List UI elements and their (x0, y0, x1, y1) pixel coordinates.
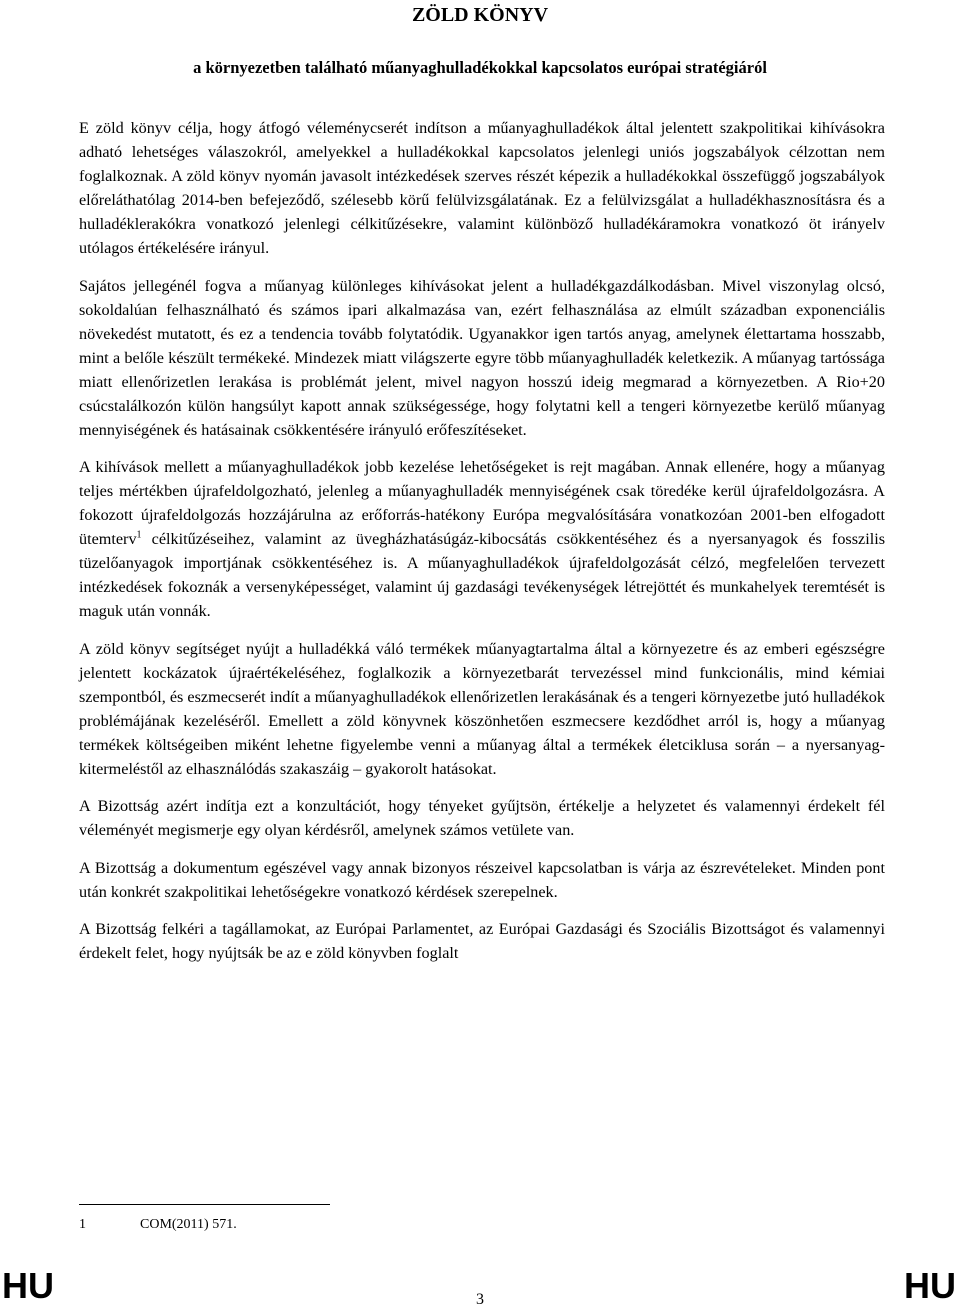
footnote-number: 1 (79, 1217, 86, 1232)
paragraph (79, 455, 885, 623)
footnote-text: COM(2011) 571. (140, 1217, 237, 1232)
paragraph (79, 794, 885, 842)
paragraph (79, 856, 885, 904)
paragraph-text: célkitűzéseihez, valamint az üvegházhatásúgáz-kibocsátás csökkentéséhez és a nyersanyagok és fosszilis tüzelőanyagok importjának csökkentéséhez is. A műanyaghulladékok újrafeldolgozását célzó, megfelelően tervezett intézkedések fokoznák a versenyképességet, valamint új gazdasági tevékenységek létrejöttét és munkahelyek teremtését is maguk után vonnák. (79, 530, 885, 620)
paragraph (79, 917, 885, 965)
paragraph-text: A Bizottság felkéri a tagállamokat, az Európai Parlamentet, az Európai Gazdasági és Szociális Bizottságot és valamennyi érdekelt felet, hogy nyújtsák be az e zöld könyvben foglalt (79, 920, 885, 962)
paragraph-text: A Bizottság azért indítja ezt a konzultációt, hogy tényeket gyűjtsön, értékelje a helyzetet és valamennyi érdekelt fél véleményét megismerje egy olyan kérdésről, amelynek számos vetülete van. (79, 797, 885, 839)
language-code-left: HU (2, 1265, 54, 1306)
paragraph (79, 637, 885, 781)
paragraph-text: A kihívások mellett a műanyaghulladékok jobb kezelése lehetőségeket is rejt magában. Annak ellenére, hogy a műanyag teljes mértékben újrafeldolgozható, jelenleg a műanyaghulladék mennyiségének csak töredéke kerül újrafeldolgozásra. A fokozott újrafeldolgozás hozzájárulna az erőforrás-hatékony Európa megvalósítására vonatkozóan 2001-ben elfogadott ütemterv (79, 458, 885, 548)
document-body (79, 116, 885, 979)
language-code-right: HU (904, 1265, 956, 1306)
footnote-reference[interactable]: 1 (136, 529, 142, 541)
paragraph-text: A Bizottság a dokumentum egészével vagy annak bizonyos részeivel kapcsolatban is várja az észrevételeket. Minden pont után konkrét szakpolitikai lehetőségekre vonatkozó kérdések szerepelnek. (79, 858, 885, 901)
paragraph (79, 116, 885, 260)
paragraph (79, 274, 885, 442)
document-subtitle: a környezetben található műanyaghulladékokkal kapcsolatos európai stratégiáról (193, 58, 767, 77)
footnote-divider (79, 1204, 330, 1205)
paragraph-text: E zöld könyv célja, hogy átfogó véleménycserét indítson a műanyaghulladékok által jelentett szakpolitikai kihívásokra adható lehetséges válaszokról, amelyekkel a hulladékokkal kapcsolatos jelenlegi uniós jogszabályok célzottan nem foglalkoznak. A zöld könyv nyomán javasolt intézkedések szerves részét képezik a hulladékokkal összefüggő jogszabályok előreláthatólag 2014-ben befejeződő, szélesebb körű felülvizsgálatának. Ez a felülvizsgálat a hulladékhasznosításra és a hulladéklerakókra vonatkozó jelenlegi célkitűzésekre, valamint különböző hulladékáramokra vonatkozó öt irányelv utólagos értékelésére irányul. (79, 119, 885, 257)
document-title: ZÖLD KÖNYV (411, 4, 549, 26)
paragraph-text: Sajátos jellegénél fogva a műanyag különleges kihívásokat jelent a hulladékgazdálkodásban. Mivel viszonylag olcsó, sokoldalúan felhasználható és számos ipari alkalmazása van, ezért felhasználása az elmúlt században exponenciális növekedést mutatott, és ez a tendencia tovább folytatódik. Ugyanakkor igen tartós anyag, amelynek élettartama hosszabb, mint a belőle készült termékeké. Mindezek miatt világszerte egyre több műanyaghulladék keletkezik. A műanyag tartóssága miatt ellenőrizetlen lerakása is problémát jelent, mivel nagyon hosszú ideig megmarad a környezetben. A Rio+20 csúcstalálkozón külön hangsúlyt kapott annak szükségessége, hogy folytatni kell a tengeri környezetbe kerülő műanyag mennyiségének és hatásainak csökkentésére irányuló erőfeszítéseket. (79, 276, 885, 439)
paragraph-text: A zöld könyv segítséget nyújt a hulladékká váló termékek műanyagtartalma által a környezetre és az emberi egészségre jelentett kockázatok újraértékeléséhez, foglalkozik a környezetbarát tervezéssel mind funkcionális, mind kémiai szempontból, és eszmecserét indít a műanyaghulladékok ellenőrizetlen lerakásának és a tengeri környezetbe jutó hulladékok problémájának kezeléséről. Emellett a zöld könyvnek köszönhetően eszmecsere kezdődhet arról is, hogy a műanyag termékek költségeiben miként lehetne figyelembe venni a műanyag által a termékek életciklusa során – a nyersanyag-kitermeléstől az elhasználódás szakaszáig – gyakorolt hatásokat. (79, 639, 885, 778)
footnote (79, 1215, 237, 1235)
page-number: 3 (476, 1291, 484, 1308)
